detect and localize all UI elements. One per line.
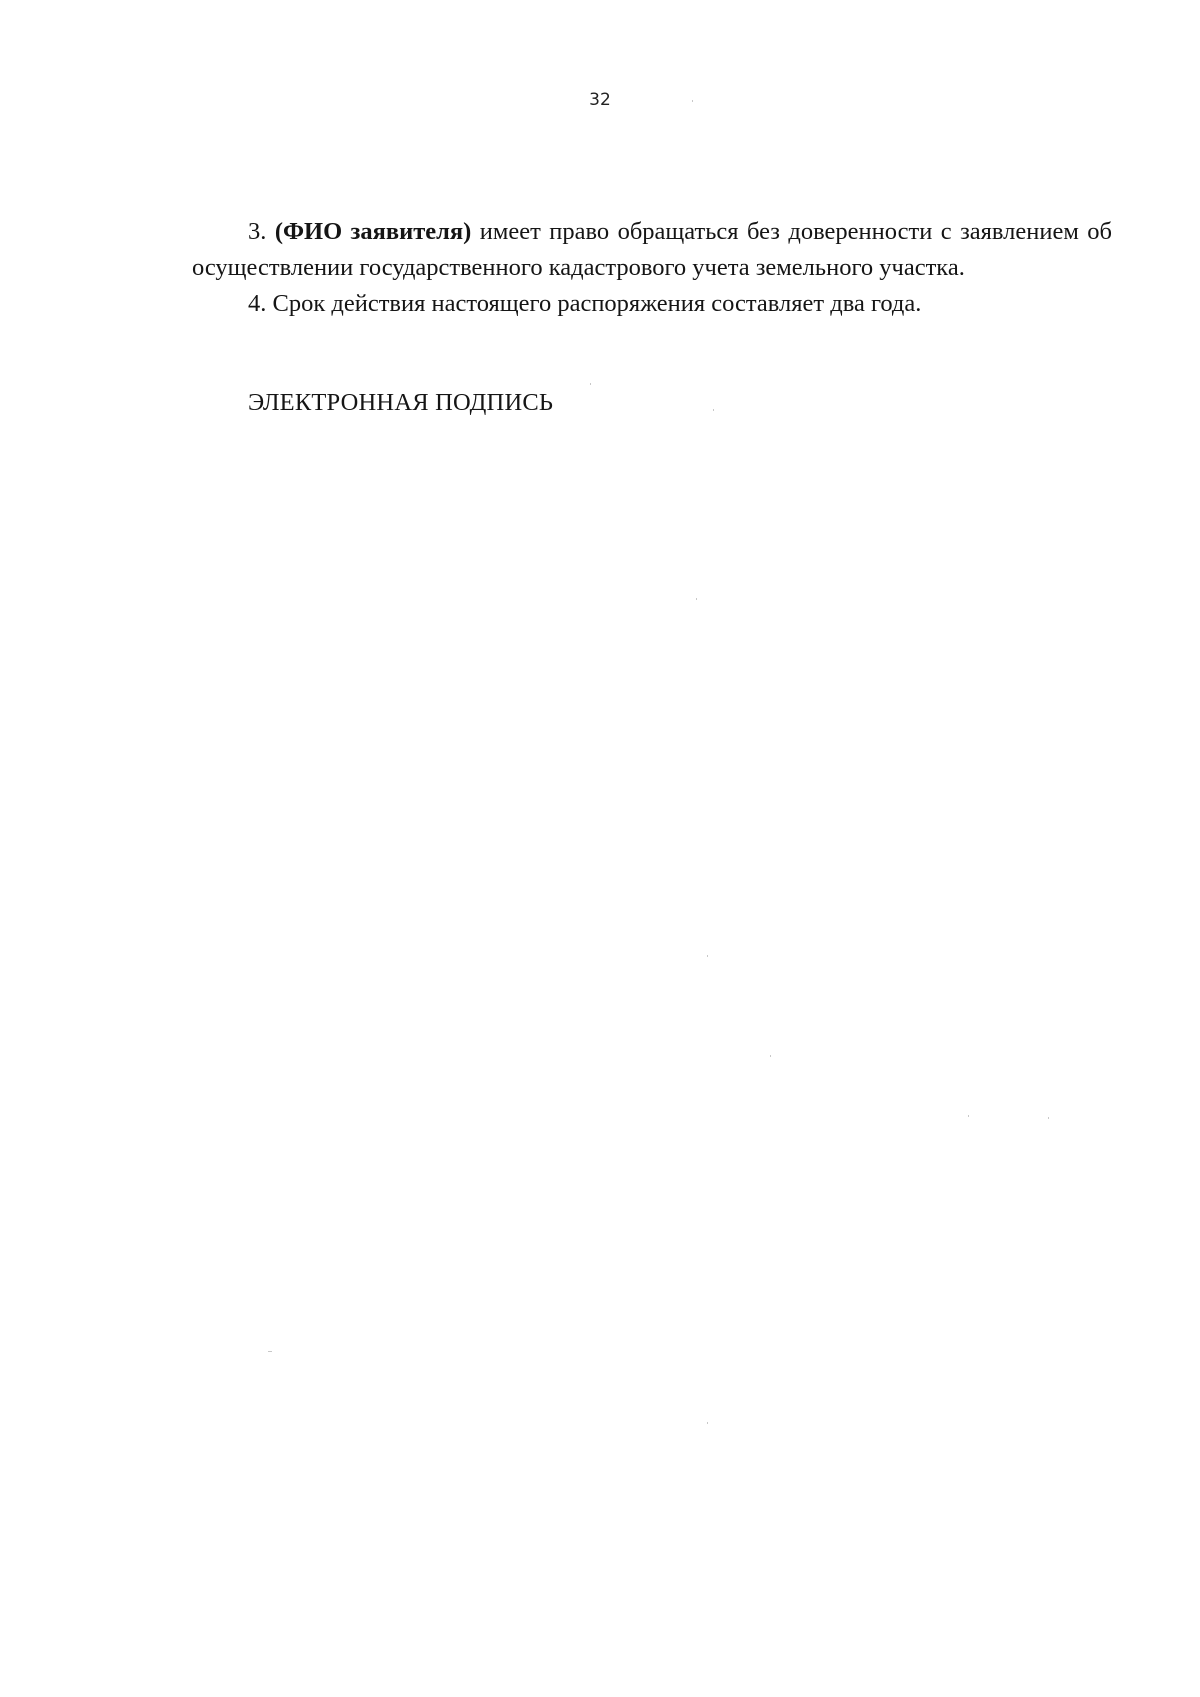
scan-speck [268,1351,272,1352]
scan-speck [696,598,697,600]
paragraph-3-text: имеет право обращаться без доверенности с заявлением об осуществлении государственного кадастрового учета земельного участка. [192,218,1112,281]
scan-speck [590,383,591,385]
scan-speck [1048,1117,1049,1119]
paragraph-4 [192,286,1112,322]
scan-speck [707,1422,708,1424]
paragraph-4-text: Срок действия настоящего распоряжения составляет два года. [272,290,922,317]
applicant-name-placeholder: (ФИО заявителя) [274,218,472,245]
scan-speck [692,100,693,102]
paragraph-3 [192,214,1112,286]
paragraph-4-number: 4. [248,290,267,317]
electronic-signature-label: ЭЛЕКТРОННАЯ ПОДПИСЬ [248,389,554,416]
scan-speck [713,409,714,411]
scan-speck [707,955,708,957]
scan-speck [968,1115,969,1117]
page-number: 32 [589,90,611,110]
scan-speck [770,1055,771,1057]
document-body [192,214,1112,322]
paragraph-3-number: 3. [248,218,267,245]
